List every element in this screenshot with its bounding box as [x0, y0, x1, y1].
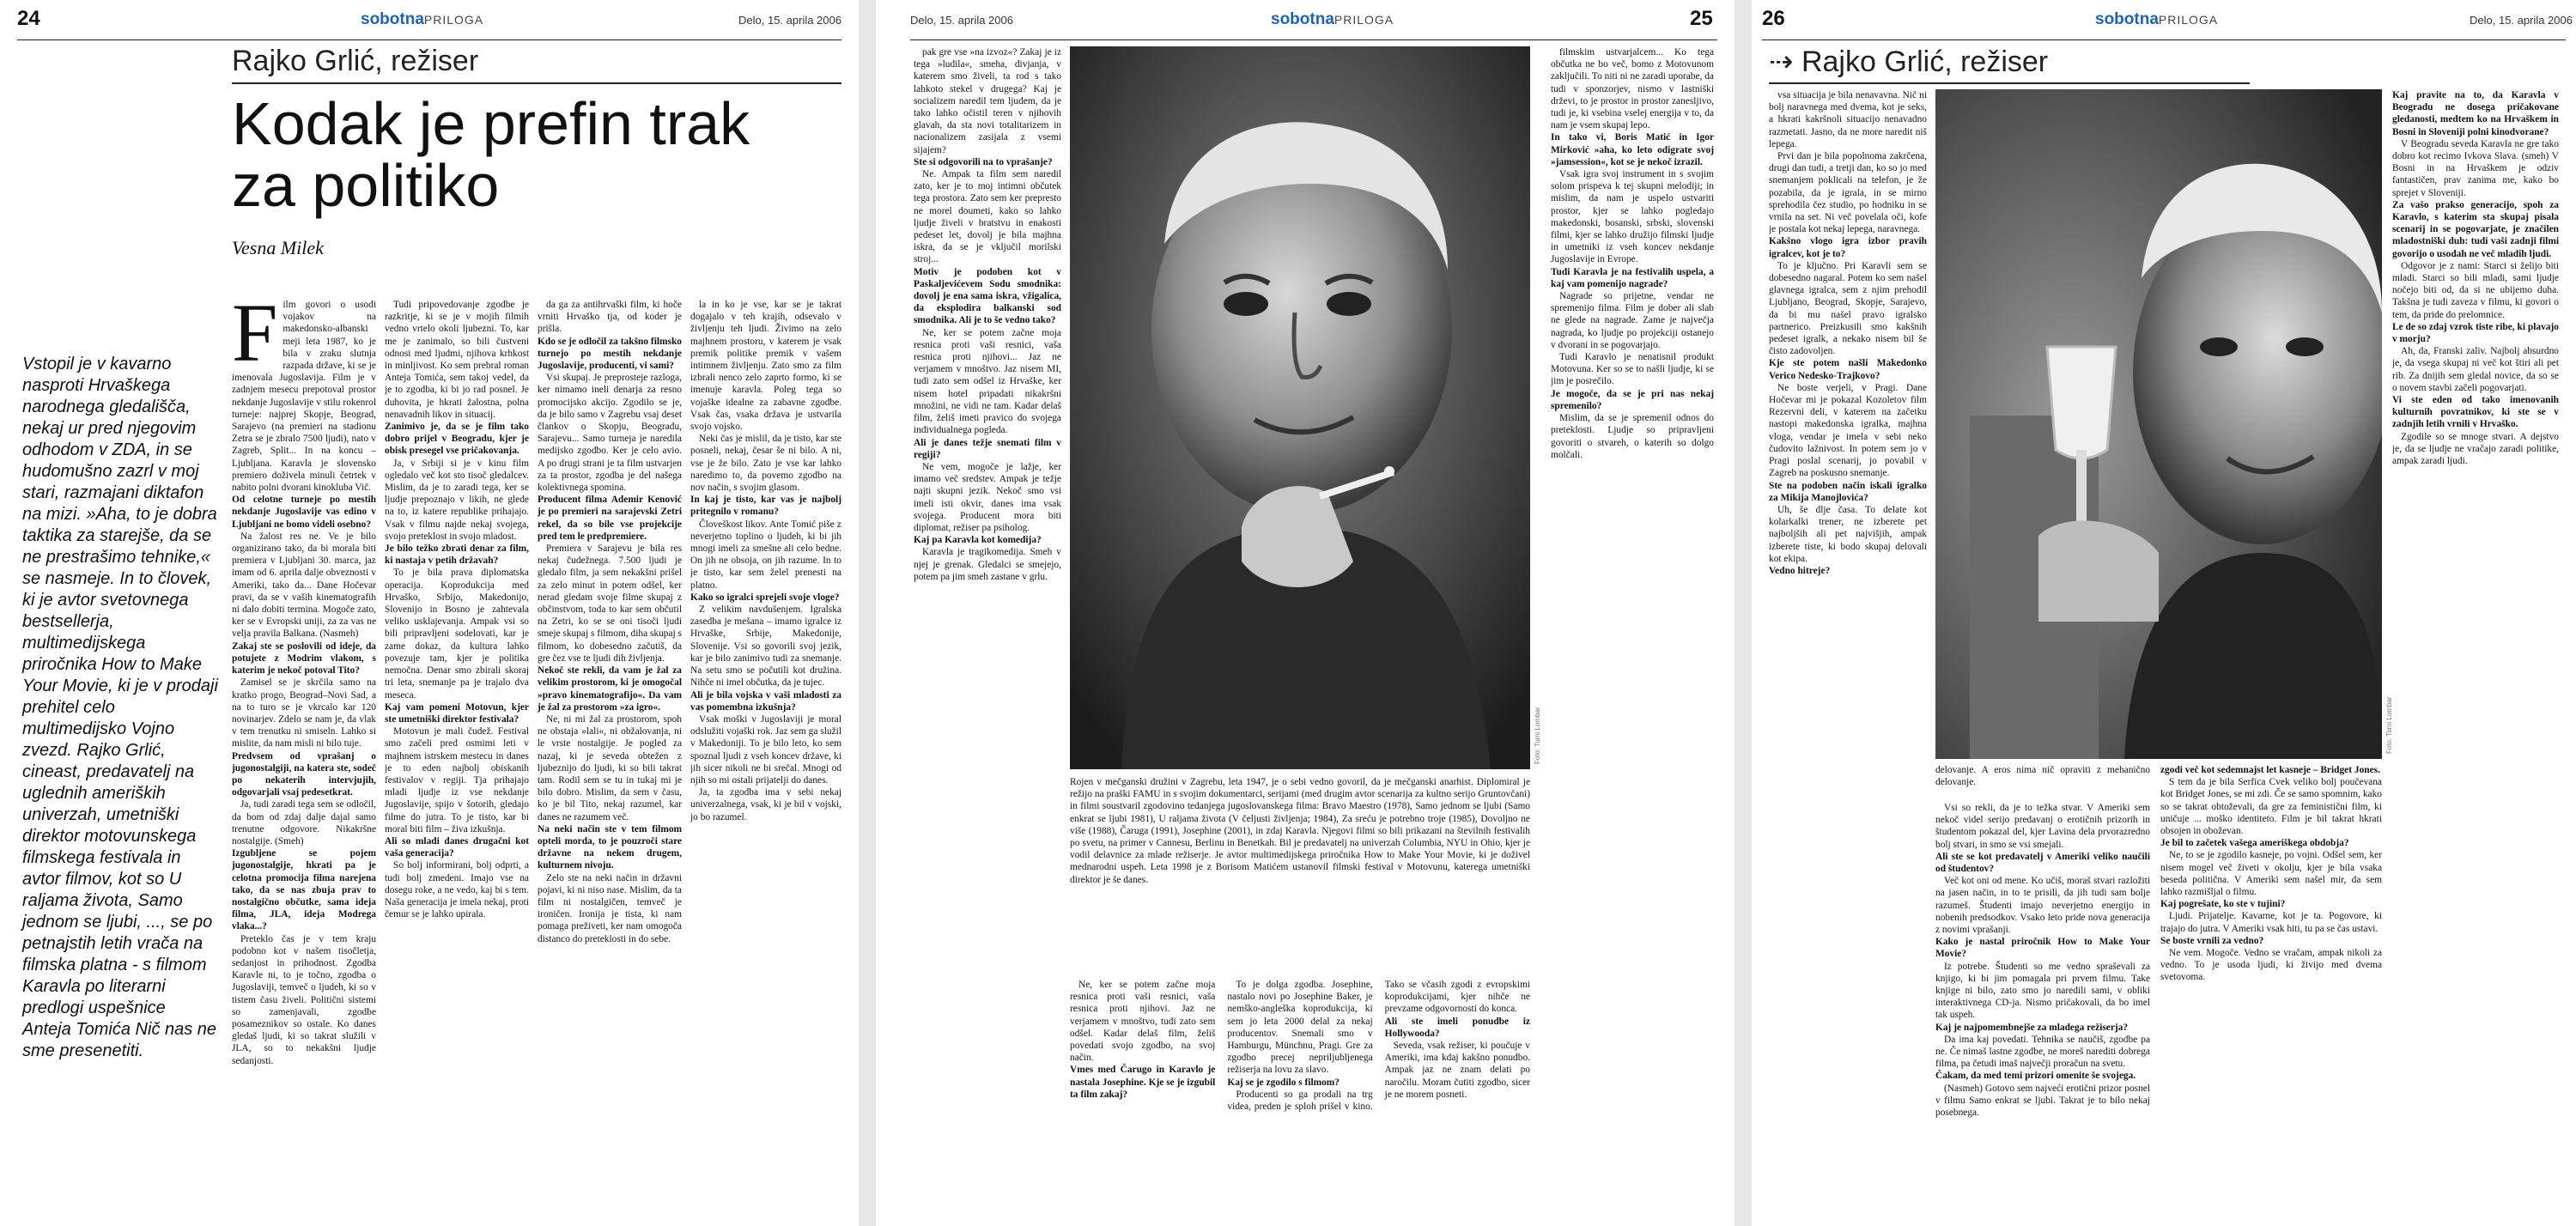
paragraph: (Nasmeh) Gotovo sem najveći erotični prizor posnel v filmu Samo enkrat se ljubi. Takrat je to bilo nekaj posebnega. [1935, 1083, 2150, 1119]
paragraph: Ne, ker se potem začne moja resnica proti vaši resnici, vaša resnica proti njihovi. Jaz ne verjamem v mnoštvo, tudi zato sem odšel. Kadar delaš film, želiš povedati svojo zgodbo, na svoj način. [1070, 980, 1216, 1064]
text-column [1935, 802, 2150, 1216]
biography-caption [1070, 776, 1530, 974]
brand-sub: PRILOGA [2158, 13, 2219, 27]
paragraph: Ne, to se je zgodilo kasneje, po vojni. Odšel sem, ker nisem mogel več živeti v okolju, kjer je bila vsaka beseda politična. V Ameriki sem našel mir, da sem lahko razmišljal o filmu. [2160, 850, 2382, 898]
paragraph: Seveda, vsak režiser, ki poučuje v Ameriki, ima kdaj kakšno ponudbo. Ampak jaz ne znam delati po naročilu. Moram čutiti zgodbo, sicer je ne morem posneti. [1384, 1041, 1530, 1100]
paragraph: Iz potrebe. Študenti so me vedno spraševali za knjigo, ki bi jim pomagala pri prvem filmu. Take knjige ni bilo, zato smo jo naredili sami, v obliki interaktivnega CD-ja. Nismo pričakovali, da bo imel tak uspeh. [1935, 961, 2150, 1021]
page-24 [0, 0, 859, 1226]
portrait-photo [1070, 46, 1530, 769]
dateline: Delo, 15. aprila 2006 [2470, 14, 2573, 27]
interview-question: Se boste vrnili za vedno? [2160, 935, 2264, 946]
paragraph: Ne boste verjeli, v Pragi. Dane Hočevar mi je pokazal Kozoletov film Rezervni deli, v katerem na začetku nastopi makedonska igralka, majhna vloga, vendar je imela v sebi neko čudovito lažnivost. In potem sem jo v Pragi poslal scenarij, jo povabil v Zagreb na poskusno snemanje. [1769, 382, 1927, 479]
paragraph: Tudi Karavlo je nenatisnil produkt Motovuna. Ker so se to našli ljudje, ki se jim je posrečilo. [1551, 352, 1714, 387]
interview-question: Kje ste potem našli Makedonko Verico Nedesko-Trajkovo? [1769, 358, 1927, 381]
paragraph: Ja, tudi zaradi tega sem se odločil, da bom od zdaj dalje dajal samo trenutne odgovore. Nikakršne nostalgije. (Smeh) [232, 799, 376, 847]
paragraph: Ja, ta zgodba ima v sebi nekaj univerzalnega, vsak, ki je bil v vojski, jo bo razumel. [690, 787, 841, 822]
portrait-photo [1935, 89, 2382, 759]
header-rule [17, 39, 841, 40]
portrait-of-rajko-grlic-raising-glass [1935, 89, 2382, 759]
text-column [914, 46, 1061, 1216]
interview-question: Je mogoče, da se je pri nas nekaj spremenilo? [1551, 388, 1714, 411]
supplement-brand [2095, 10, 2218, 29]
paragraph: la in ko je vse, kar se je takrat dogajalo v teh krajih, odsevalo v življenju teh ljudi. Živimo na zelo majhnem prostoru, v katerem je vsak premik politike premik v vašem intimnem življenju. Zato smo za film izbrali nenco zelo zaprto formo, ki se imenuje karavla. Poleg tega so vojaške idealne za zabavne zgodbe. Vsak čas, vsaka država je ustvarila svojo vojsko. [690, 300, 841, 433]
interview-question: Zakaj ste se poslovili od ideje, da potujete z Modrim vlakom, s katerim je nekoč potoval Tito? [232, 640, 376, 677]
brand-main: sobotna [2095, 10, 2159, 28]
paragraph: Prvi dan je bila popolnoma zakrčena, drugi dan tudi, a tretji dan, ko so jo med snemanjem poklicali na telefon, je že pozabila, da je igrala, in se mirno sprehodila čez studio, po hodniku in se vrnila na set. Ni več povelala oči, kofe je postala kot nekaj lepega, naravnega. [1769, 151, 1927, 235]
page-25 [876, 0, 1735, 1226]
paragraph: Vsi skupaj. Je preprosteje razloga, ker nimamo ineli denarja za resno promocijsko akcijo. Zgodilo se je, da je bilo samo v Zagrebu vsaj deset člankov o Skopju, Beogradu, Sarajevu... Samo turneja je naredila medijsko zgodbo. Ker je celo avio. A po drugi strani je ta film ustvarjen za ta prostor, zgodba je del našega kolektivnega spomina. [538, 373, 682, 494]
paragraph: Da ima kaj povedati. Tehnika se naučiš, zgodbe pa ne. Če nimaš lastne zgodbe, ne moreš narediti dobrega filma, pa četudi imaš največji proračun na svetu. [1935, 1034, 2150, 1070]
paragraph: So bolj informirani, bolj odprti, a tudi bolj zmedeni. Imajo vse na dosegu roke, a ne vedo, kaj bi s tem. Naša generacija je imela nekaj, proti čemur se je lahko upirala. [385, 860, 529, 920]
paragraph: To je dolga zgodba. Josephine, nastalo novi po Josephine Baker, je nemško-angleška koprodukcija, ki sem jo leta 2000 delal za nekaj producentov. Snemali smo v Hamburgu, Münchnu, Pragi. Gre za zgodbo precej nepriljubljenega režiserja na lovu za slavo. [1227, 980, 1373, 1076]
paragraph: Na žalost res ne. Ve je bilo organizirano tako, da bi morala biti premiera v Ljubljani 30. marca, jaz imam od 6. aprila dalje obveznosti v Ameriki, tako da... Dane Hočevar pravi, da se v vaših kinematografih ni dalo dobiti termina. Mogoče zato, ker se v Evropski uniji, za za vas ne velja pravila Balkana. (Nasmeh) [232, 531, 376, 640]
continued-text [1935, 764, 2150, 798]
paragraph: Zelo ste na neki način in državni pojavi, ki ni niso nase. Mislim, da ta film ni nostalgičen, temveč je ironičen. Ironija je tista, ki nam pomaga preživeti, ker nam omogoča distanco do preteklosti in do sebe. [538, 872, 682, 944]
paragraph: Ne. Ampak ta film sem naredil zato, ker je to moj intimni občutek tega prostora. Zato sem ker prepresto ne morel doumeti, kako so lahko ljudje živeli v bratstvu in enakosti pedeset let, dovolj je bila majhna iskra, da se je vključil morilski stroj... [914, 169, 1061, 265]
drop-cap: F [232, 299, 278, 379]
header-rule [1762, 39, 2566, 40]
interview-question: Nekoč ste rekli, da vam je žal za velikim prostorom, ki je omogočal »pravo kinematografijo«. Da vam je žal za prostorom »za igro«. [538, 665, 682, 713]
title-rule [232, 82, 841, 84]
section-header: Rajko Grlić, režiser [232, 45, 479, 77]
article-headline: Kodak je prefin trak za politiko [232, 90, 750, 219]
text-column [232, 299, 376, 1216]
interview-question: Ali je bila vojska v vaši mladosti za vas pomembna izkušnja? [690, 689, 841, 713]
interview-question: zgodi več kot sedemnajst let kasneje – Bridget Jones. [2160, 765, 2380, 775]
paragraph: Vsak igra svoj instrument in s svojim solom prispeva k tej skupni melodiji; in mislim, da nam je uspelo ustvariti prostor, kjer se lahko pogledajo makedonski, bosanski, srbski, slovenski filmi, kjer se lahko družijo filmski ljudje in umetniki iz vseh koncev nekdanje Jugoslavije in Evrope. [1551, 169, 1714, 265]
page-number: 25 [1690, 7, 1713, 30]
interview-question: Kakšno vlogo igra izbor pravih igralcev, kot je to? [1769, 236, 1927, 259]
interview-question: In tako vi, Boris Matić in Igor Mirković »aha, ko leto odigrate svoj »jamsession«, kot se je nekoč izrazil. [1551, 132, 1714, 167]
supplement-brand [1271, 10, 1394, 29]
interview-question: Le de so zdaj vzrok tiste ribe, ki plavajo v morju? [2392, 321, 2559, 345]
interview-question: Kaj vam pomeni Motovun, kjer ste umetniški direktor festivala? [385, 701, 529, 725]
paragraph: Premiera v Sarajevu je bila res nekaj čudežnega. 7.500 ljudi je gledalo film, ja sem nekakšni prišel za zelo minut in potem odšel, ker nerad gledam svoje filme skupaj z občinstvom, toda to kar sem občutil na Zetri, ko se se oni tisoči ljudi smeje skupaj s filmom, diha skupaj s filmom, ko dobesedno začutiš, da gre čez vse te ljudi dih življenja. [538, 543, 682, 664]
text-column [385, 299, 529, 1216]
text-column [1070, 979, 1530, 1216]
portrait-of-rajko-grlic-holding-cigarette [1070, 46, 1530, 769]
dateline: Delo, 15. aprila 2006 [910, 14, 1013, 27]
interview-question: Vedno hitreje? [1769, 565, 1831, 576]
interview-question: Za vašo prakso generacijo, spoh za Karavlo, s katerim sta skupaj pisala scenarij in se pogovarjate, je značilen mladostniški duh: tudi vaši zadnji filmi govorijo o usodah ne več mladih ljudi. [2392, 199, 2559, 259]
brand-main: sobotna [1271, 10, 1334, 28]
interview-question: Tudi Karavla je na festivalih uspela, a kaj vam pomenijo nagrade? [1551, 266, 1714, 289]
paragraph: Ne vem. Mogoče. Vedno se vračam, ampak nikoli za vedno. To je usoda ljudi, ki živijo med dvema svetovoma. [2160, 948, 2382, 983]
paragraph: da ga za antihrvaški film, ki hoče vrniti Hrvaško tja, od koder je prišla. [538, 300, 682, 335]
paragraph: Ja, v Srbiji si je v kinu film ogledalo več kot sto tisoč gledalcev. Mislim, da je to zaradi tega, ker se ljudje prepoznajo v likih, ne glede na to, iz katere republike prihajajo. Vsak v filmu najde nekaj svojega, svojo preteklost in svojo mladost. [385, 458, 529, 542]
brand-sub: PRILOGA [423, 13, 484, 27]
paragraph: Uh, še dlje časa. To delate kot kolarkalki trener, ne izberete pet najboljših ali pet najvišjih, ampak izberete tiste, ki bodo skupaj delovali kot ekipa. [1769, 504, 1927, 564]
interview-question: Vi ste eden od tako imenovanih kulturnih povratnikov, ki ste se v zadnjih letih vrnili v Hrvaško. [2392, 395, 2559, 430]
paragraph: Nagrade so prijetne, vendar ne spremenijo filma. Film je dober ali slab ne glede na nagrade. Zame je največja nagrada, ko ljudje po projekciji ostanejo v dvorani in se pogovarjajo. [1551, 291, 1714, 350]
interview-question: Zanimivo je, da se je film tako dobro prijel v Beogradu, kjer je obisk presegel vse pričakovanja. [385, 422, 529, 457]
continued-header-text: Rajko Grlić, režiser [1801, 46, 2049, 78]
paragraph: vsa situacija je bila nenavavna. Nič ni bolj naravnega med dvema, kot je seks, a hkrati kakršnoli situacijo nenavadno razmetati. Jasno, da ne more naredit niš lepega. [1769, 90, 1927, 149]
paragraph: Vsi so rekli, da je to težka stvar. V Ameriki sem nekoč videl serijo predavanj o erotičnih prizorih in študentom pokazal del, kjer Lavina dela prvorazredno bolj stvari, in smo se vsi smejali. [1935, 803, 2150, 850]
page-gutter [859, 0, 876, 1226]
continued-text-line: delovanje. A eros nima nič opraviti z mehanično delovanje. [1935, 765, 2150, 788]
paragraph: Več kot oni od mene. Ko učiš, moraš stvari razložiti na jasen način, in to te prisili, da jih tudi sam bolje razumeš. Študenti imajo neverjetno energijo in nobenih predsodkov. Vsako leto pride nova generacija z novimi vprašanji. [1935, 876, 2150, 936]
brand-sub: PRILOGA [1334, 13, 1394, 27]
interview-question: Predvsem od vprašanj o jugonostalgiji, na katera ste, sodeč po nekaterih intervjujih, odgovarjali vsaj pedesetkrat. [232, 750, 376, 798]
page-gutter [1735, 0, 1752, 1226]
paragraph: Odgovor je z nami: Starci si želijo biti mladi. Starci so bili mladi, sami ljudje nočejo biti od, da si ne ubijemo duha. Takšna je tudi zaveza v filmu, ki govori o tem, da pride do prelomnice. [2392, 260, 2559, 320]
photo-credit: Foto: Tomi Lombar [2385, 696, 2393, 754]
paragraph: Film govori o usodi vojakov na makedonsko-albanski meji leta 1987, ko je bila v zraku slutnja razpada države, ki se je imenovala Jugoslavija. Film je v zadnjem mesecu prepotoval prostor nekdanje Jugoslavije v stilu rokenrol turneje: najprej Skopje, Beograd, Sarajevo (na premieri na stadionu Zetra se je zbralo 7500 ljudi), nato v Zagreb, Split... In na koncu – Ljubljana. Karavla je slovensko premiero doživela minuli četrtek v nabito polni dvorani kinokluba Vič. [232, 299, 376, 494]
interview-question: Ali je danes težje snemati film v regiji? [914, 437, 1061, 460]
paragraph: Mislim, da se je spremenil odnos do preteklosti. Ljudje so pripravljeni govoriti o stvareh, o katerih so dolgo molčali. [1551, 413, 1714, 460]
paragraph: To je bila prava diplomatska operacija. Koprodukcija med Hrvaško, Srbijo, Makedonijo, Slovenijo in Bosno je zahtevala veliko usklajevanja. Ampak vsi so bili pripravljeni sodelovati, kar je zame dokaz, da kultura lahko povezuje tam, kjer je politika nemočna. Denar smo zbirali skoraj tri leta, snemanje pa je trajalo dva meseca. [385, 567, 529, 701]
text-column [1551, 46, 1714, 769]
paragraph: Motovun je mali čudež. Festival smo začeli pred osmimi leti v majhnem istrskem mestecu in danes je to eden najbolj obiskanih festivalov v regiji. Tja prihajajo mladi ljudje iz vse nekdanje Jugoslavije, spijo v šotorih, gledajo filme do jutra. To je tisto, kar bi moral biti film – živa izkušnja. [385, 726, 529, 835]
brand-main: sobotna [361, 10, 424, 28]
text-column [2392, 89, 2559, 1216]
page-number: 26 [1762, 7, 1785, 30]
interview-question: Motiv je podoben kot v Paskaljevićevem Sodu smodnika: dovolj je ena sama iskra, vžigalica, da eksplodira balkanski sod smodnika. Ali je to še vedno tako? [914, 266, 1061, 326]
text-column [1769, 89, 1927, 1216]
paragraph: filmskim ustvarjalcem... Ko tega občutka ne bo več, bomo z Motovunom zaključili. To niti ni ne zaradi uporabe, da tudi v sponzorjev, nismo v lastniški drževi, to je prostor in prostor zanesljivo, tudi je, ki vsebina vselej energija v to, da nam je vsem skupaj lepo. [1551, 47, 1714, 131]
interview-question: Izgubljene se pojem jugonostalgije, hkrati pa je celotna promocija filma narejena tako, da se nas zbuja prav to nostalgično občutke, sama ideja filma, JLA, ideja Modrega vlaka...? [232, 848, 376, 932]
interview-question: Ali so mladi danes drugačni kot vaša generacija? [385, 835, 529, 859]
title-rule [1769, 82, 2250, 84]
interview-question: Kaj se je zgodilo s filmom? [1227, 1077, 1340, 1088]
paragraph: Neki čas je mislil, da je tisto, kar ste posneli, nekaj, česar še ni bilo. A ni, vse je že bilo. Zato je vse kar lahko naredimo to, da povemo zgodbo na nov način, s svojim glasom. [690, 434, 841, 494]
paragraph: Karavla je tragikomedija. Smeh v njej je grenak. Gledalci se smejejo, potem pa jim smeh zastane v grlu. [914, 547, 1061, 582]
interview-question: Kaj pogrešate, ko ste v tujini? [2160, 899, 2286, 910]
interview-question: Vmes med Čarugo in Karavlo je nastala Josephine. Kje se je izgubil ta film zakaj? [1070, 1065, 1216, 1100]
header-rule [910, 39, 1717, 40]
interview-question: Čakam, da med temi prizori omenite še svojega. [1935, 1071, 2136, 1082]
paragraph: S tem da je bila Serfica Cvek veliko bolj poučevana kot Bridget Jones, se mi zdi. Če se samo spomnim, kako so se takrat obtoževali, da gre za feministični film, ki uničuje ... moško identiteto. Film je bil takrat hkrati obsojen in oboževan. [2160, 777, 2382, 837]
interview-question: In kaj je tisto, kar vas je najbolj pritegnilo v romanu? [690, 495, 841, 518]
paragraph: Zgodile so se mnoge stvari. A dejstvo je, da se ljudje ne vračajo zaradi politike, ampak zaradi ljudi. [2392, 431, 2559, 467]
paragraph: Tudi pripovedovanje zgodbe je razkritje, ki se je v mojih filmih vedno vrtelo okoli ljubezni. To, kar me je zanimalo, so bili čustveni odnosi med ljudmi, njihova krhkost in minljivost. Ko sem prebral roman Anteja Tomića, sem takoj vedel, da je to zgodba, ki bi jo rad posnel. Je duhovita, je hkrati žalostna, polna nenavadnih likov in situacij. [385, 300, 529, 420]
paragraph: Vsak moški v Jugoslaviji je moral odslužiti vojaški rok. Jaz sem ga služil v Makedoniji. To je bilo leto, ko sem spoznal ljudi z vseh koncev države, ki jih sicer nikoli ne bi srečal. Mnogi od njih so mi ostali prijatelji do danes. [690, 713, 841, 786]
interview-question: Ste si odgovorili na to vprašanje? [914, 156, 1053, 167]
paragraph: Producenti so ga prodali na trg videa, preden je sploh prišel v kino. Tako se včasih zgodi z evropskimi koprodukcijami, kjer nihče ne prevzame odgovornosti do konca. [1227, 980, 1530, 1113]
paragraph: To je ključno. Pri Karavli sem se dobesedno nagaral. Potem ko sem našel glavnega igralca, sem z njim prehodil Ljubljano, Beograd, Skopje, Sarajevo, da bi mu našel pravo igralsko partnerico. Preizkusili smo kakšnih pedeset igralk, a nekako nisem bil še čisto zadovoljen. [1769, 260, 1927, 357]
paragraph: Preteklo čas je v tem kraju podobno kot v našem tisočletja, sedanjost in prihodnost. Zgodba Karavle ni, to je točno, zgodba o Jugoslaviji, temveč o ljudeh, ki so v tistem času živeli. Politični sistemi so zamenjavali, zgodbe posameznikov so ostale. Ko danes gledaš ljudi, ki so takrat služili v JLA, so to nekakšni ljudje sedanjosti. [232, 933, 376, 1066]
paragraph: Ah, da, Franski zaliv. Najbolj absurdno je, da vsega skupaj ni več kot štiri ali pet rib. Za dnijih sem gledal novice, da so se o novem stavbi začeli pogovarjati. [2392, 346, 2559, 393]
paragraph: Zamisel se je skrčila samo na kratko progo, Beograd–Novi Sad, a na to turo se je vkrcalo kar 120 novinarjev. Zdelo se nam je, da vlak v tem trenutku ni smiseln. Lahko si mislite, da nam misli ni bilo tuje. [232, 677, 376, 750]
paragraph: Ne, ker se potem začne moja resnica proti vaši resnici, vaša resnica proti njihovi... Jaz ne verjamem v mnoštvo. Jaz nisem MI, tudi zato sem odšel iz Hrvaške, ker nisem hotel pripadati nikakršni množini, ne vidi ne tam. Kadar delaš film, želiš imeti pravico do svojega individualnega pogleda. [914, 327, 1061, 436]
paragraph: pak gre vse »na izvoz«? Zakaj je iz tega »ludila«, smeha, divjanja, v katerem smo živeli, ta rod s tako lahkoto stekel v drugega? Kaj je socializem naredil tem ljudem, da je tako lahko očistil teren v njihovih glavah, da sta novi totalitarizem in nacionalizem zasijala z vsemi sijajem? [914, 47, 1061, 155]
text-column [690, 299, 841, 1216]
interview-question: Ste na podoben način iskali igralko za Mikija Manojlovića? [1769, 480, 1927, 503]
byline: Vesna Milek [232, 237, 324, 258]
paragraph: Z velikim navdušenjem. Igralska zasedba je mešana – imamo igralce iz Hrvaške, Srbije, Makedonije, Slovenije. Vsi so govorili svoj jezik, kar je bilo zanimivo tudi za snemanje. Na setu smo se počutili kot družina. Nihče ni imel občutka, da je tujec. [690, 604, 841, 689]
caption-text: Rojen v mečganski družini v Zagrebu, leta 1947, je o sebi vedno govoril, da je mečganski anarhist. Diplomiral je režijo na praški FAMU in s svojim dokumentarci, serijami (med drugim avtor scenarija za kultno serijo Gruntovčani) in filmi soustvaril zgodovino tedanjega jugoslovanskega filma: Bravo Maestro (1978), Samo jednom se ljubi (Samo enkrat se ljubi 1981), U raljama života (V čeljusti življenja; 1984), Za sreću je potrebno troje (1985), Dovoljno ne više (1988), Čaruga (1991), Josephine (2001), in zdaj Karavla. Njegovi filmi so bili prikazani na številnih festivalih po svetu, na primer v Cannesu, Berlinu in Benetkah. Bil je predavatelj na univerzah Columbia, NYU in Ohio, kjer je vodil delavnice za mlade režiserje. Je avtor multimedijskega priročnika How to Make Your Movie, ki je doživel mednarodni uspeh. Leta 1998 je z Borisom Matićem ustanovil filmski festival v Motovunu, katerega umetniški direktor je še danes. [1070, 777, 1530, 885]
interview-question: Kdo se je odločil za takšno filmsko turnejo po mestih nekdanje Jugoslavije, producenti, vi sami? [538, 336, 682, 372]
interview-question: Kaj pa Karavla kot komedija? [914, 535, 1042, 546]
paragraph: Ljudi. Prijatelje. Kavarne, kot je ta. Pogovore, ki trajajo do jutra. V Ameriki vsak hiti, tu pa se čas ustavi. [2160, 911, 2382, 934]
interview-question: Ali ste imeli ponudbe iz Hollywooda? [1384, 1016, 1530, 1039]
interview-question: Od celotne turneje po mestih nekdanje Jugoslavije vas edino v Ljubljani ne bomo videli osebno? [232, 495, 376, 530]
interview-question: Kaj je najpomembnejše za mladega režiserja? [1935, 1022, 2129, 1033]
interview-question: Kaj pravite na to, da Karavla v Beogradu ne dosega pričakovane gledanosti, medtem ko na Hrvaškem in Bosni in Sloveniji polni kinodvorane? [2392, 90, 2559, 137]
interview-question: Kako so igralci sprejeli svoje vloge? [690, 592, 840, 603]
paragraph: Ne vem, mogoče je lažje, ker imamo več sredstev. Ampak je težje najti skupni jezik. Nekoč smo vsi imeli isti okvir, danes ima vsak svojega. Producent mora biti diplomat, režiser pa psiholog. [914, 461, 1061, 533]
pull-quote: Vstopil je v kavarno nasproti Hrvaškega narodnega gledališča, nekaj ur pred njegovim odhodom v ZDA, in se hudomušno zazrl v moj stari, razmajani diktafon na mizi. »Aha, to je dobra taktika za starejše, da se ne prestrašimo tehnike,« se nasmeje. In to človek, ki je avtor svetovnega bestsellerja, multimedijskega priročnika How to Make Your Movie, ki je v prodaji prehitel celo multimedijsko Vojno zvezd. Rajko Grlić, cineast, predavatelj na uglednih ameriških univerzah, umetniški direktor motovunskega filmskega festivala in avtor filmov, kot so U raljama života, Samo jednom se ljubi, ..., se po petnajstih letih vrača na filmska platna - s filmom Karavla po literarni predlogi uspešnice Anteja Tomića Nič nas ne sme presenetiti. [22, 355, 218, 1060]
paragraph: Človeškost likov. Ante Tomić piše z neverjetno toplino o ljudeh, ki bi jih mnogi imeli za smešne ali celo bedne. On jih ne obsoja, on jih razume. In to je tisto, kar sem želel prenesti na platno. [690, 519, 841, 591]
text-column [538, 299, 682, 1216]
paragraph: Ne, ni mi žal za prostorom, spoh ne obstaja »lali«, ni obžalovanja, ni le vrste nostalgije. Je pogled za nazaj, ki je seveda obtežen z ljubeznijo do ljudi, ki so bili takrat tam. Rodil sem se tu in tukaj mi je bilo dobro. Mislim, da sem v času, ko je bil Tito, nekaj razumel, kar danes ne razumem več. [538, 713, 682, 822]
interview-question: Ali ste se kot predavatelj v Ameriki veliko naučili od študentov? [1935, 851, 2150, 875]
dateline: Delo, 15. aprila 2006 [738, 14, 841, 27]
supplement-brand [361, 10, 483, 29]
interview-question: Producent filma Ademir Kenović je po premieri na sarajevski Zetri rekel, da so bile vse projekcije pred tem le predpremiere. [538, 495, 682, 542]
page-26 [1752, 0, 2576, 1226]
paragraph: V Beogradu seveda Karavla ne gre tako dobro kot recimo Ivkova Slava. (smeh) V Bosni in na Hrvaškem je odziv fantastičen, prav zanima me, kako bo sprejet v Sloveniji. [2392, 138, 2559, 198]
text-column [2160, 764, 2382, 1216]
continued-arrow-icon: ⇢ [1769, 45, 1794, 79]
interview-question: Je bilo težko zbrati denar za film, ki nastaja v petih državah? [385, 543, 529, 567]
photo-credit: Foto: Tomi Lombar [1534, 707, 1541, 764]
page-number: 24 [17, 7, 40, 30]
interview-question: Na neki način ste v tem filmom opteli morda, to je pouzroči stare državne na nekem drugem, kulturnem nivoju. [538, 823, 682, 871]
interview-question: Je bil to začetek vašega ameriškega obdobja? [2160, 838, 2349, 849]
interview-question: Kako je nastal priročnik How to Make Your Movie? [1935, 937, 2150, 960]
continued-header [1769, 45, 2048, 79]
